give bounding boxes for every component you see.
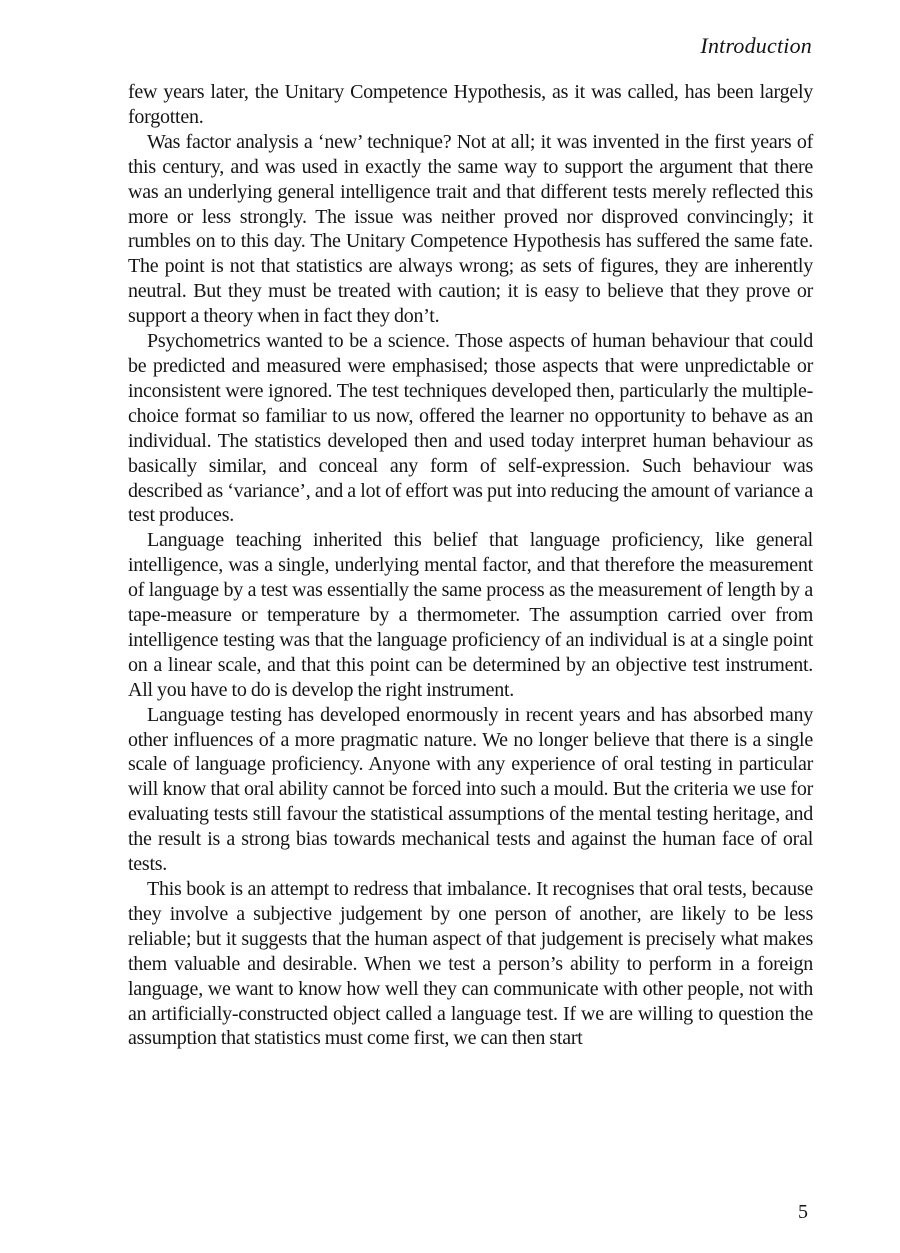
- paragraph: Language testing has developed enormously in recent years and has absorbed many other influences of a more pragmatic nature. We no longer believe that there is a single scale of language proficiency. Anyone with any experience of oral testing in particular will know that oral ability cannot be forced into such a mould. But the criteria we use for evaluating tests still favour the statistical assumptions of the mental testing heritage, and the result is a strong bias towards mechanical tests and against the human face of oral tests.: [128, 703, 813, 876]
- paragraph: Psychometrics wanted to be a science. Those aspects of human behaviour that could be predicted and measured were emphasised; those aspects that were unpredictable or inconsistent were ignored. The test techniques developed then, particularly the multiple-choice format so familiar to us now, offered the learner no opportunity to behave as an individual. The statistics developed then and used today interpret human behaviour as basically similar, and conceal any form of self-expression. Such behaviour was described as ‘variance’, and a lot of effort was put into reducing the amount of variance a test produces.: [128, 330, 813, 527]
- page-number: 5: [798, 1201, 808, 1223]
- running-header: Introduction: [700, 33, 812, 58]
- body-text: [128, 80, 813, 1051]
- paragraph: Language teaching inherited this belief that language proficiency, like general intelligence, was a single, underlying mental factor, and that therefore the measurement of language by a test was essentially the same process as the measurement of length by a tape-measure or temperature by a thermometer. The assumption carried over from intelligence testing was that the language proficiency of an individual is at a single point on a linear scale, and that this point can be determined by an objective test instrument. All you have to do is develop the right instrument.: [128, 529, 813, 701]
- paragraph-continuation: few years later, the Unitary Competence Hypothesis, as it was called, has been largely forgotten.: [128, 81, 813, 128]
- paragraph: This book is an attempt to redress that imbalance. It recognises that oral tests, because they involve a subjective judgement by one person of another, are likely to be less reliable; but it suggests that the human aspect of that judgement is precisely what makes them valuable and desirable. When we test a person’s ability to perform in a foreign language, we want to know how well they can communicate with other people, not with an artificially-constructed object called a language test. If we are willing to question the assumption that statistics must come first, we can then start: [128, 878, 813, 1050]
- paragraph: Was factor analysis a ‘new’ technique? Not at all; it was invented in the first years of this century, and was used in exactly the same way to support the argument that there was an underlying general intelligence trait and that different tests merely reflected this more or less strongly. The issue was neither proved nor disproved convincingly; it rumbles on to this day. The Unitary Competence Hypothesis has suffered the same fate. The point is not that statistics are always wrong; as sets of figures, they are inherently neutral. But they must be treated with caution; it is easy to believe that they prove or support a theory when in fact they don’t.: [128, 130, 813, 328]
